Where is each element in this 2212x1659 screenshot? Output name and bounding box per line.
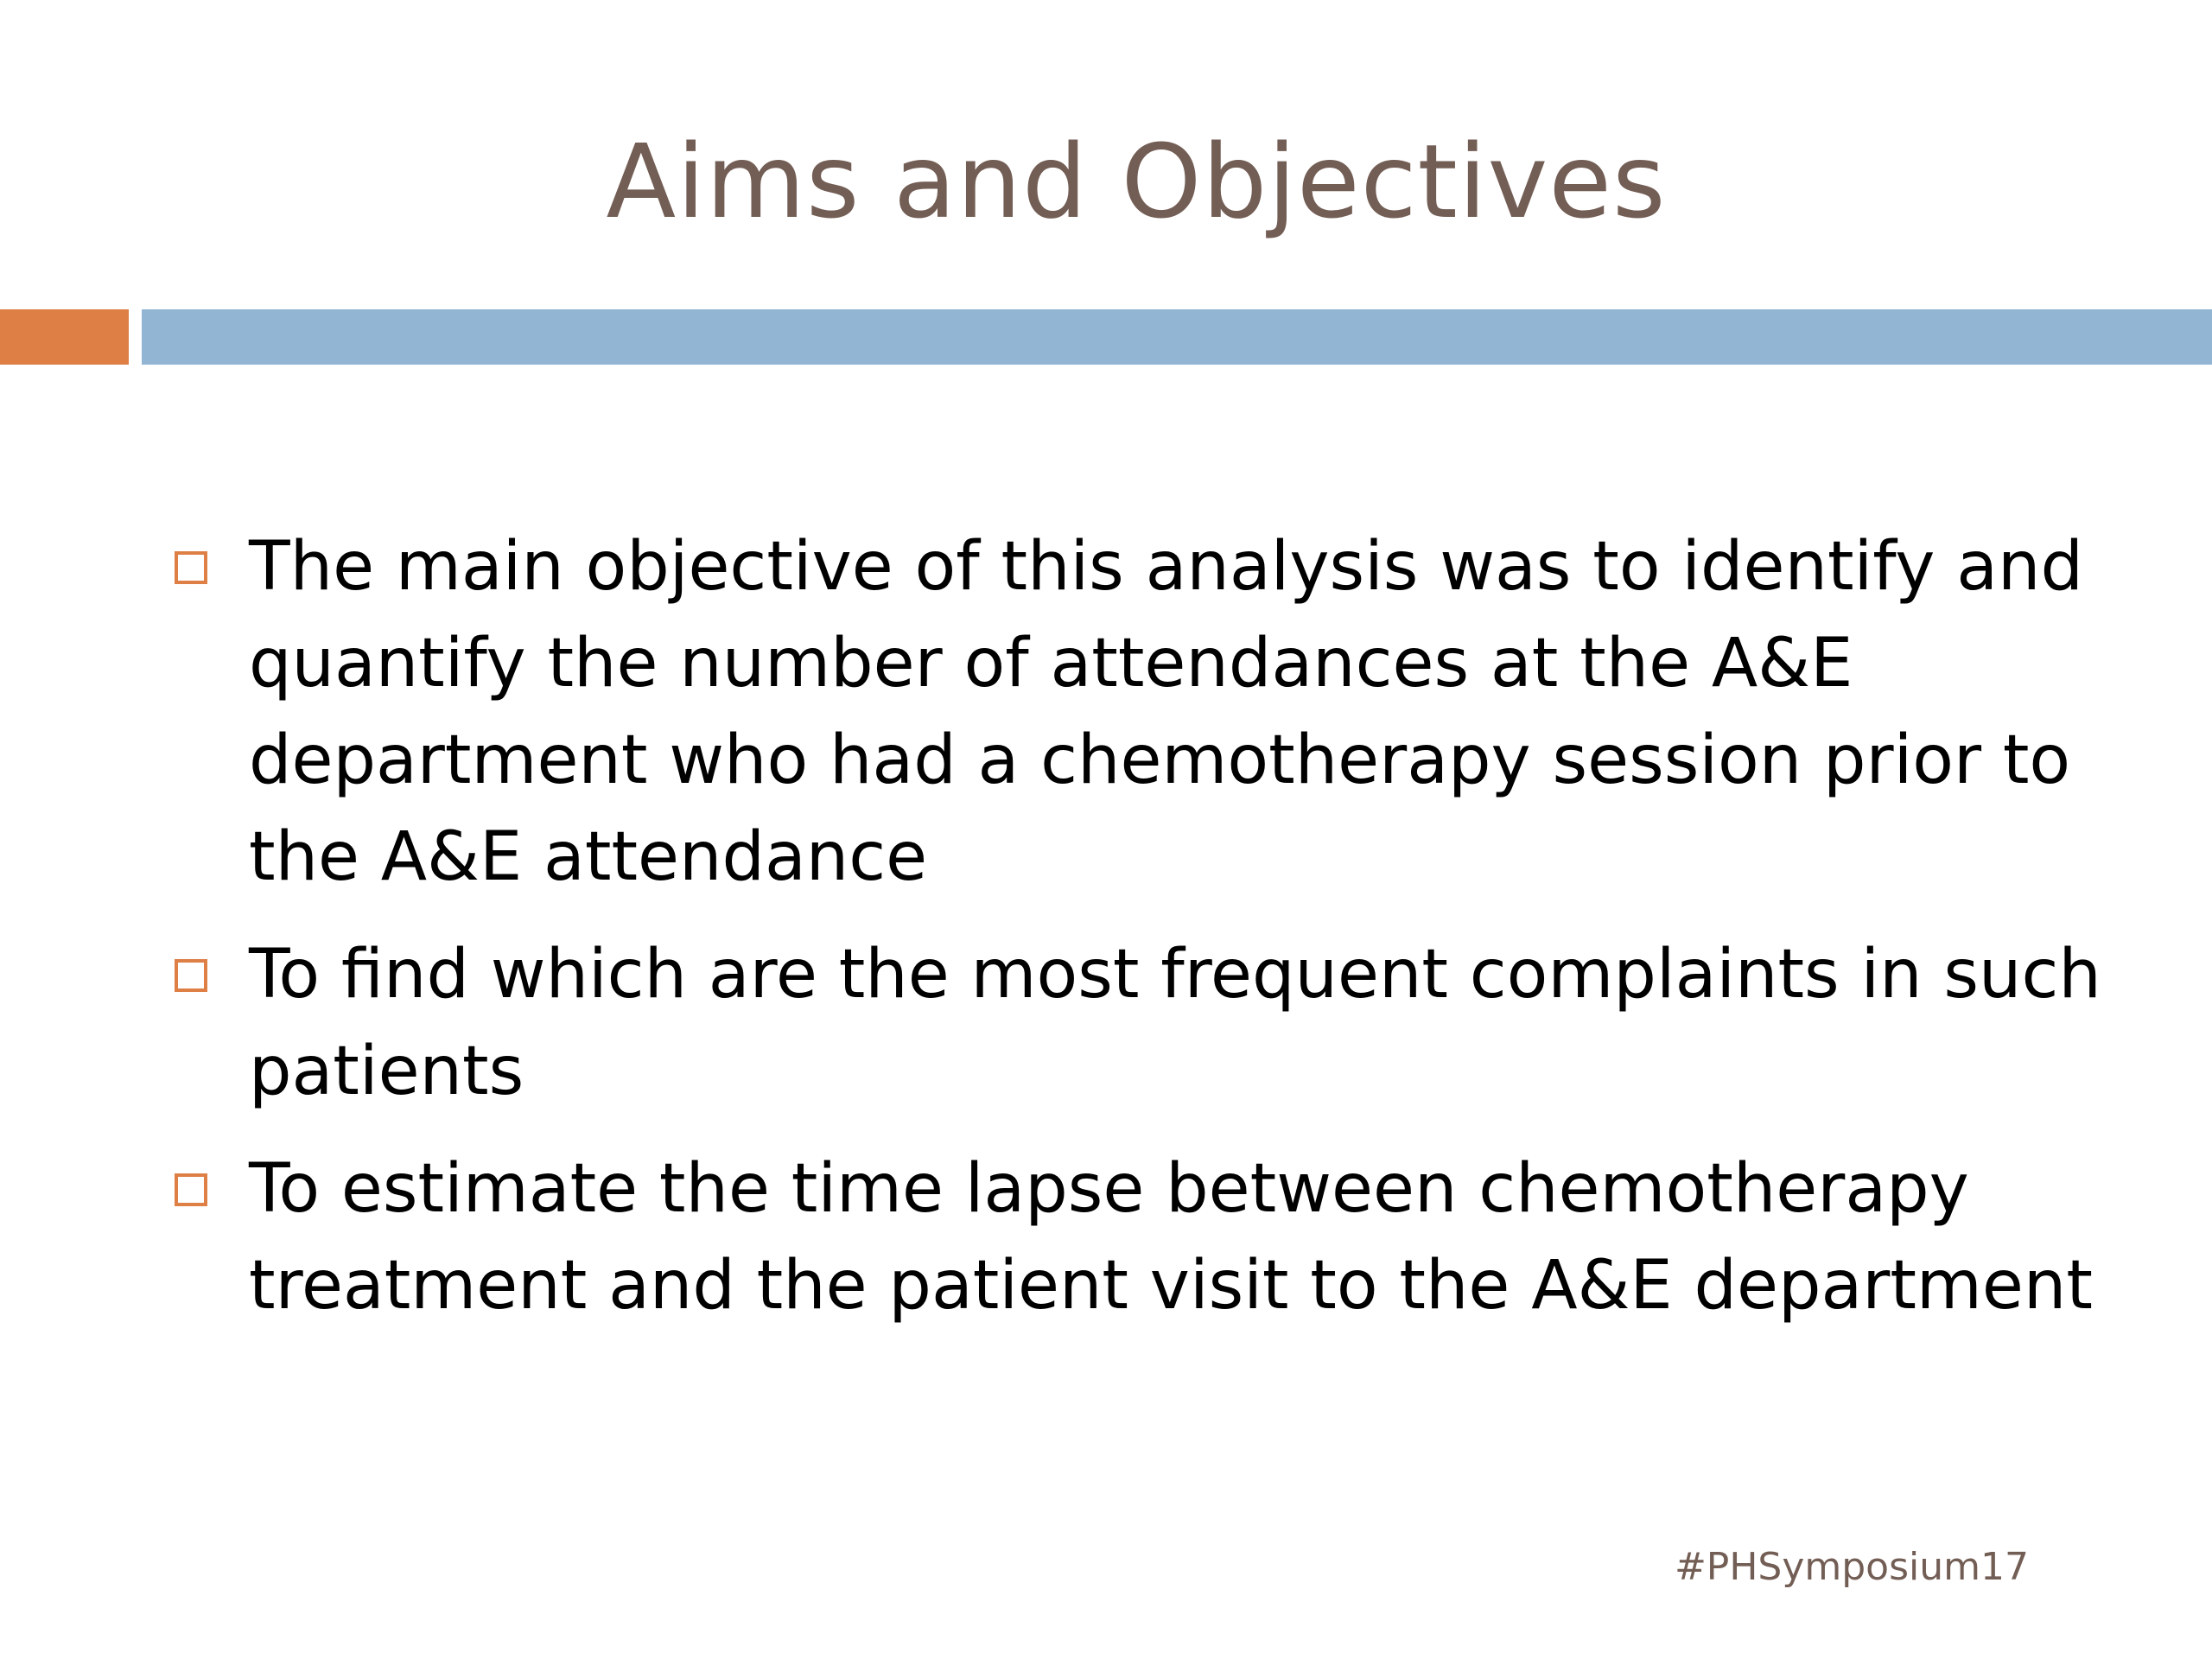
hollow-square-bullet-icon (175, 551, 207, 584)
hollow-square-bullet-icon (175, 959, 207, 992)
objective-item (0, 518, 2107, 906)
objective-text: To find which are the most frequent complaints in such patients (249, 936, 2101, 1110)
objectives-list (0, 518, 2212, 1355)
accent-bar-blue (142, 309, 2212, 365)
hollow-square-bullet-icon (175, 1173, 207, 1206)
accent-bar-orange (0, 309, 129, 365)
objective-text: The main objective of this analysis was to identify and quantify the number of attendances at the A&E department who had a chemotherapy session prior to the A&E attendance (249, 528, 2083, 896)
footer-hashtag: #PHSymposium17 (1674, 1545, 2029, 1589)
slide-title: Aims and Objectives (606, 122, 1667, 241)
objective-text: To estimate the time lapse between chemotherapy treatment and the patient visit to the A&E department (249, 1150, 2093, 1325)
objective-item (0, 1141, 2107, 1334)
objective-item (0, 926, 2107, 1120)
